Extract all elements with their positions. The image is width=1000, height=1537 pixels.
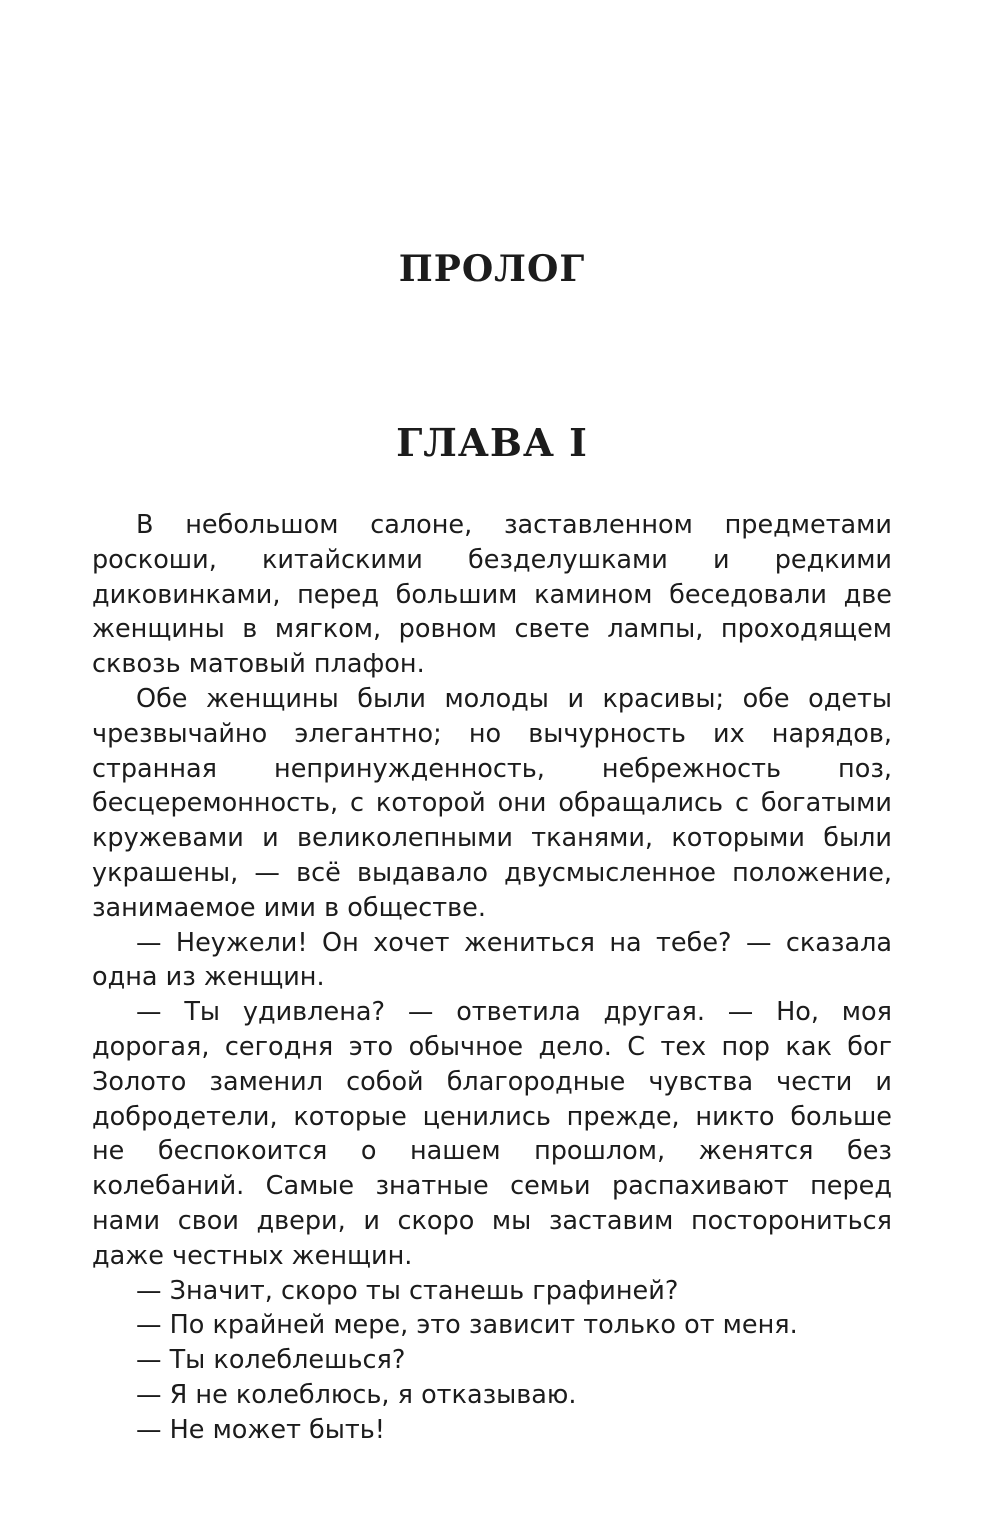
dialogue-line: — Я не колеблюсь, я отказываю. xyxy=(136,1379,577,1410)
paragraph: В небольшом салоне, заставленном предметами роскоши, китайскими безделушками и редкими диковинками, перед большим камином беседовали две женщины в мягком, ровном свете лампы, проходящем сквозь матовый плафон. xyxy=(92,510,892,680)
dialogue-line: — По крайней мере, это зависит только от меня. xyxy=(136,1310,798,1341)
chapter-body xyxy=(92,508,892,1448)
dialogue-line: — Ты колеблешься? xyxy=(136,1345,406,1376)
dialogue-line: — Значит, скоро ты станешь графиней? xyxy=(136,1275,679,1306)
chapter-heading: ГЛАВА I xyxy=(396,420,588,465)
dialogue-line: — Неужели! Он хочет жениться на тебе? — сказала одна из женщин. xyxy=(92,927,892,993)
paragraph: Обе женщины были молоды и красивы; обе одеты чрезвычайно элегантно; но вычурность их нарядов, странная непринужденность, небрежность поз, бесцеремонность, с которой они обращались с богатыми кружевами и великолепными тканями, которыми были украшены, — всё выдавало двусмысленное положение, занимаемое ими в обществе. xyxy=(92,683,892,923)
dialogue-line: — Ты удивлена? — ответила другая. — Но, моя дорогая, сегодня это обычное дело. С тех пор как бог Золото заменил собой благородные чувства чести и добродетели, которые ценились прежде, никто больше не беспокоится о нашем прошлом, женятся без колебаний. Самые знатные семьи распахивают перед нами свои двери, и скоро мы заставим посторониться даже честных женщин. xyxy=(92,997,892,1271)
dialogue-line: — Не может быть! xyxy=(136,1414,385,1445)
prologue-heading: ПРОЛОГ xyxy=(398,248,586,290)
